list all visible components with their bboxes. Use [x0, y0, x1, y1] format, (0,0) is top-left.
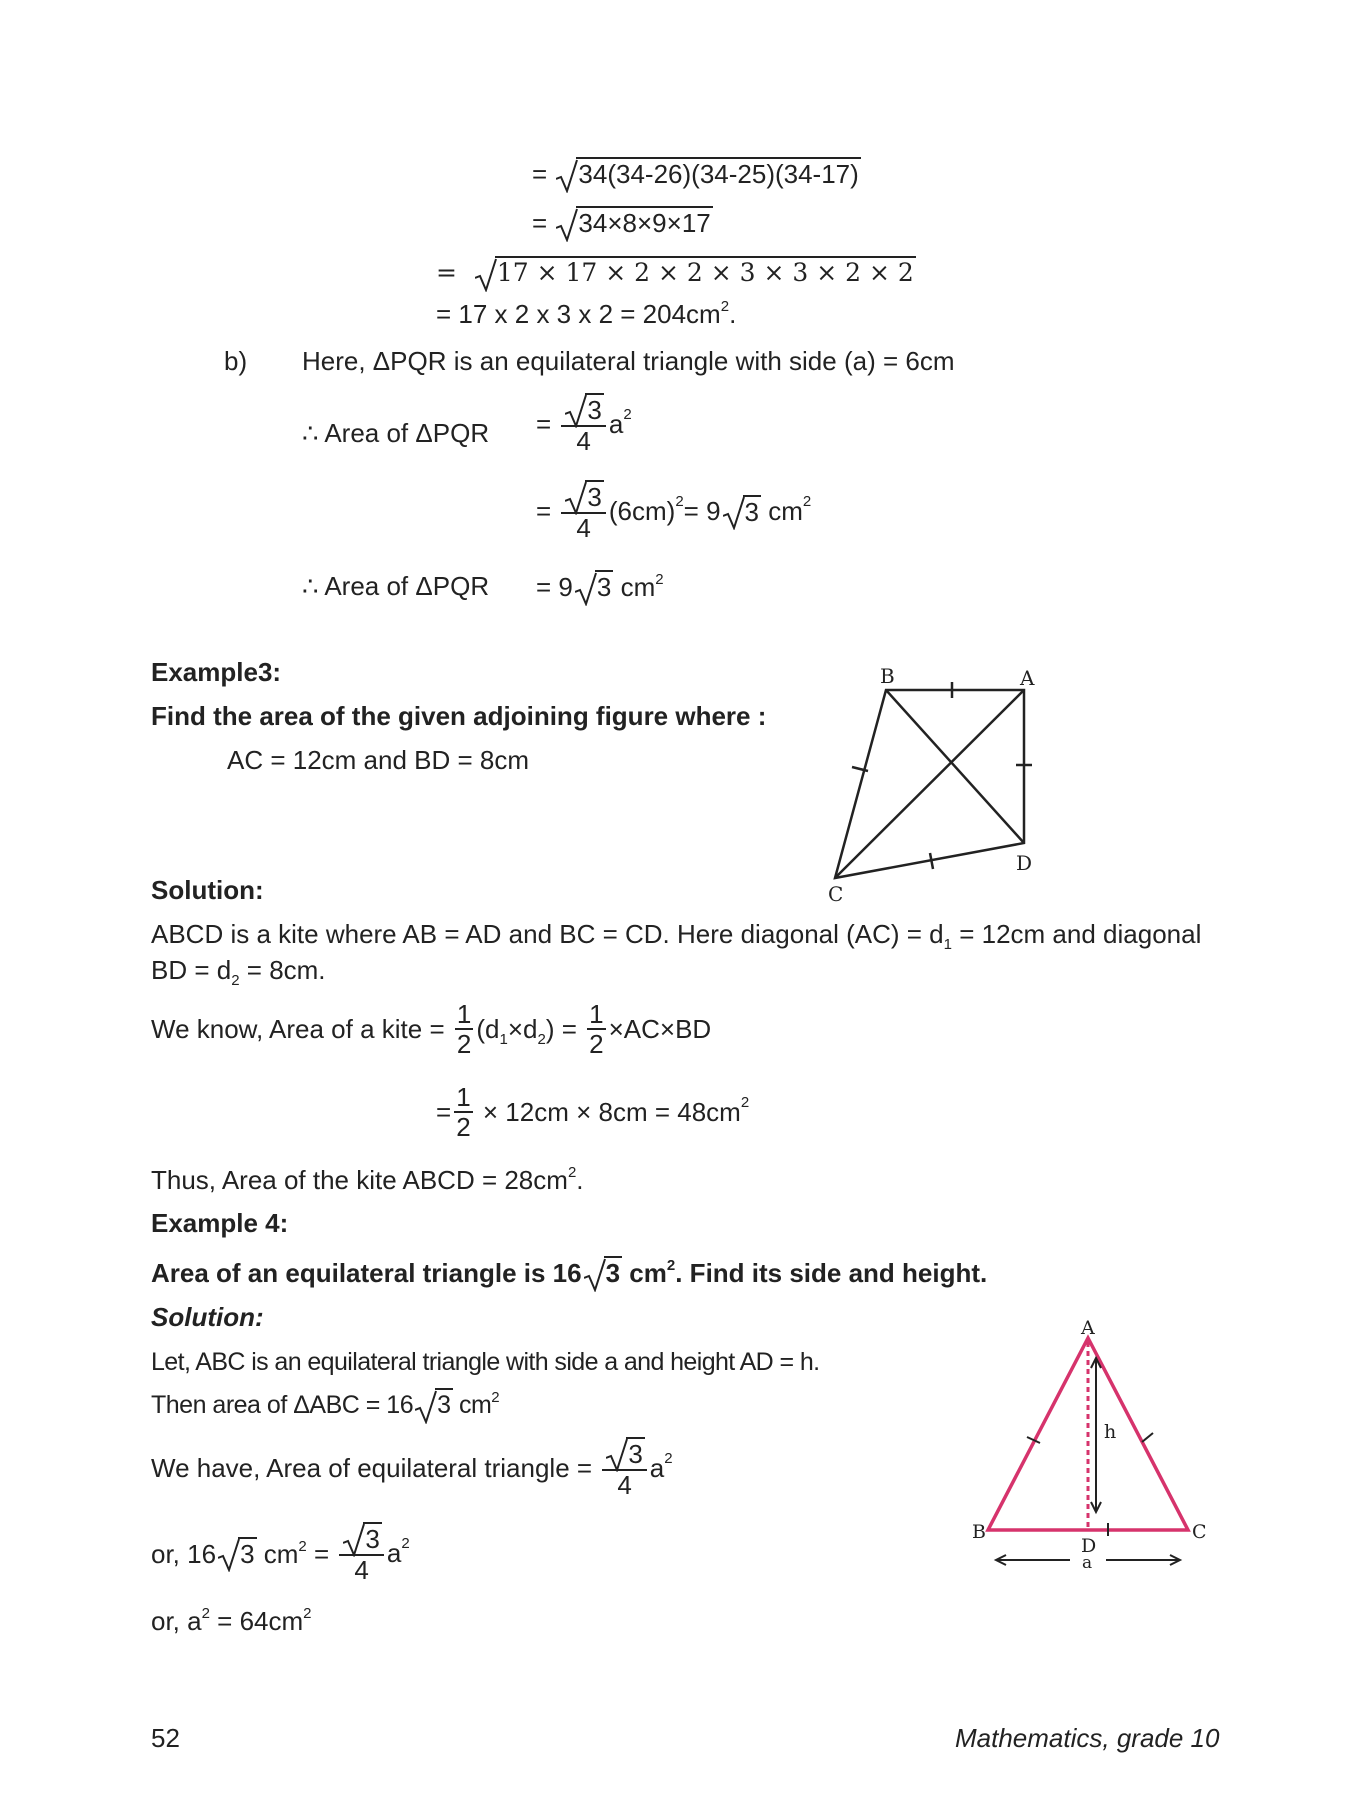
example4-question	[151, 1256, 987, 1289]
exponent: 2	[720, 298, 730, 316]
radicand: 17 × 17 × 2 × 2 × 3 × 3 × 2 × 2	[496, 258, 914, 287]
denominator: 4	[617, 1470, 632, 1500]
calc-line-3	[436, 256, 916, 289]
radicand: 3	[744, 497, 760, 527]
kite-label-a: A	[1020, 666, 1035, 690]
text: or, a	[151, 1606, 202, 1636]
denominator: 4	[576, 426, 591, 456]
period: .	[576, 1165, 584, 1195]
part-b-area-label-1: ∴ Area of ΔPQR	[302, 418, 490, 448]
denominator: 2	[456, 1029, 472, 1059]
part-b-formula-1	[536, 393, 632, 455]
unit: cm	[620, 572, 656, 602]
triangle-label-d: D	[1081, 1535, 1097, 1557]
example3-title: Example3:	[151, 657, 282, 687]
example4-then	[151, 1388, 499, 1421]
subscript: 1	[943, 936, 952, 954]
radical	[343, 1522, 381, 1554]
equals: =	[306, 1539, 330, 1569]
result: = 9	[536, 572, 573, 602]
radicand: 3	[596, 572, 612, 602]
variable-a: a	[608, 409, 624, 439]
numerator: 1	[589, 999, 604, 1029]
text: = 8cm.	[239, 955, 326, 985]
exponent: 2	[567, 1164, 577, 1182]
part-b-statement: Here, ΔPQR is an equilateral triangle with side (a) = 6cm	[302, 346, 955, 376]
text: = 12cm and diagonal	[952, 919, 1202, 949]
text: cm	[622, 1258, 667, 1288]
radical	[606, 1437, 644, 1469]
example3-solution-line-1	[151, 918, 1202, 954]
radical	[723, 495, 761, 527]
numerator: 1	[456, 999, 472, 1029]
tick-ac	[1142, 1433, 1153, 1442]
triangle-label-h: h	[1104, 1421, 1117, 1443]
example3-solution-line-2	[151, 954, 326, 990]
text: ×AC×BD	[608, 1014, 712, 1044]
radical	[415, 1388, 452, 1421]
radical	[475, 256, 916, 289]
example3-question: Find the area of the given adjoining figure where :	[151, 701, 767, 731]
radical	[218, 1537, 256, 1569]
fraction	[587, 1000, 605, 1058]
radicand: 3	[587, 482, 602, 512]
subscript: 2	[231, 972, 240, 990]
denominator: 2	[589, 1029, 604, 1059]
subscript: 2	[537, 1031, 546, 1049]
triangle-label-a: A	[1081, 1320, 1095, 1339]
kite-label-b: B	[880, 665, 895, 688]
example4-or-1	[151, 1522, 410, 1584]
radical	[565, 393, 603, 425]
fraction	[602, 1437, 646, 1499]
side-value: (6cm)	[608, 496, 676, 526]
example4-solution-title: Solution:	[151, 1302, 264, 1332]
book-title: Mathematics, grade 10	[955, 1723, 1220, 1753]
radical	[565, 480, 603, 512]
equals: =	[532, 159, 548, 189]
fraction	[561, 480, 605, 542]
text: Area of an equilateral triangle is 16	[151, 1258, 582, 1288]
equals: =	[436, 1097, 452, 1127]
result: = 9	[683, 496, 721, 526]
unit: cm	[452, 1391, 492, 1419]
fraction	[561, 393, 605, 455]
radical	[556, 206, 712, 239]
subscript: 1	[499, 1031, 508, 1049]
equals: =	[536, 409, 552, 439]
result: = 17 x 2 x 3 x 2 = 204cm	[436, 299, 721, 329]
kite-calculation	[436, 1083, 749, 1141]
exponent: 2	[666, 1257, 676, 1275]
equals: =	[532, 208, 548, 238]
equals: =	[436, 258, 457, 287]
text: ×d	[507, 1014, 538, 1044]
exponent: 2	[740, 1094, 750, 1112]
unit: cm	[256, 1539, 299, 1569]
part-b-formula-2	[536, 480, 811, 542]
exponent: 2	[623, 406, 632, 424]
radicand: 3	[587, 395, 602, 425]
exponent: 2	[491, 1388, 500, 1406]
exponent: 2	[298, 1538, 307, 1556]
exponent: 2	[655, 571, 664, 589]
calc-line-2	[532, 206, 713, 239]
equals: =	[536, 496, 552, 526]
diagonal-ac	[835, 690, 1024, 878]
example3-given: AC = 12cm and BD = 8cm	[227, 745, 530, 775]
denominator: 2	[456, 1112, 471, 1142]
radicand: 34(34-26)(34-25)(34-17)	[578, 159, 859, 189]
kite-conclusion	[151, 1164, 584, 1196]
kite-formula	[151, 1000, 711, 1058]
triangle-label-c: C	[1192, 1521, 1207, 1543]
example4-have	[151, 1437, 673, 1499]
text: ) =	[545, 1014, 577, 1044]
denominator: 4	[354, 1555, 369, 1585]
triangle-label-b: B	[972, 1521, 986, 1543]
radicand: 3	[628, 1439, 643, 1469]
part-b-label: b)	[224, 346, 248, 376]
text: or, 16	[151, 1539, 217, 1569]
example3-solution-title: Solution:	[151, 875, 264, 905]
text: × 12cm × 8cm = 48cm	[482, 1097, 741, 1127]
text: (d	[476, 1014, 500, 1044]
numerator: 1	[456, 1082, 471, 1112]
variable-a: a	[386, 1538, 402, 1568]
radicand: 3	[240, 1539, 255, 1569]
text: Then area of ΔABC = 16	[151, 1391, 414, 1419]
radical	[584, 1256, 622, 1289]
exponent: 2	[303, 1605, 312, 1623]
period: .	[729, 299, 737, 329]
text: We know, Area of a kite =	[151, 1014, 445, 1044]
text: Thus, Area of the kite ABCD = 28cm	[151, 1165, 568, 1195]
text: . Find its side and height.	[675, 1258, 988, 1288]
calc-line-4	[436, 298, 736, 330]
exponent: 2	[201, 1605, 210, 1623]
text: = 64cm	[209, 1606, 304, 1636]
radicand: 3	[365, 1524, 380, 1554]
radicand: 34×8×9×17	[578, 208, 711, 238]
kite-label-d: D	[1016, 851, 1033, 875]
tick-cd	[930, 853, 933, 869]
fraction	[454, 1083, 472, 1141]
exponent: 2	[664, 1450, 673, 1468]
kite-figure	[820, 665, 1050, 915]
fraction	[339, 1522, 383, 1584]
radical	[575, 570, 613, 603]
part-b-final	[536, 570, 664, 603]
triangle-figure	[970, 1320, 1220, 1570]
exponent: 2	[675, 493, 684, 511]
text: BD = d	[151, 955, 232, 985]
page-number: 52	[151, 1723, 180, 1753]
example4-or-2	[151, 1605, 312, 1637]
part-b-area-label-2: ∴ Area of ΔPQR	[302, 571, 490, 601]
unit: cm	[768, 496, 803, 526]
triangle-label-side: a	[1082, 1553, 1093, 1570]
calc-line-1	[532, 157, 861, 190]
denominator: 4	[576, 513, 591, 543]
exponent: 2	[802, 493, 812, 511]
kite-label-c: C	[828, 882, 844, 906]
example4-title: Example 4:	[151, 1208, 289, 1238]
radicand: 3	[435, 1388, 452, 1420]
fraction	[455, 1000, 473, 1058]
diagonal-bd	[886, 690, 1024, 843]
example4-let: Let, ABC is an equilateral triangle with side a and height AD = h.	[151, 1348, 820, 1376]
exponent: 2	[401, 1535, 410, 1553]
variable-a: a	[649, 1453, 665, 1483]
text: We have, Area of equilateral triangle =	[151, 1453, 593, 1483]
radical	[556, 157, 860, 190]
radicand: 3	[605, 1258, 621, 1288]
text: ABCD is a kite where AB = AD and BC = CD. Here diagonal (AC) = d	[151, 919, 944, 949]
